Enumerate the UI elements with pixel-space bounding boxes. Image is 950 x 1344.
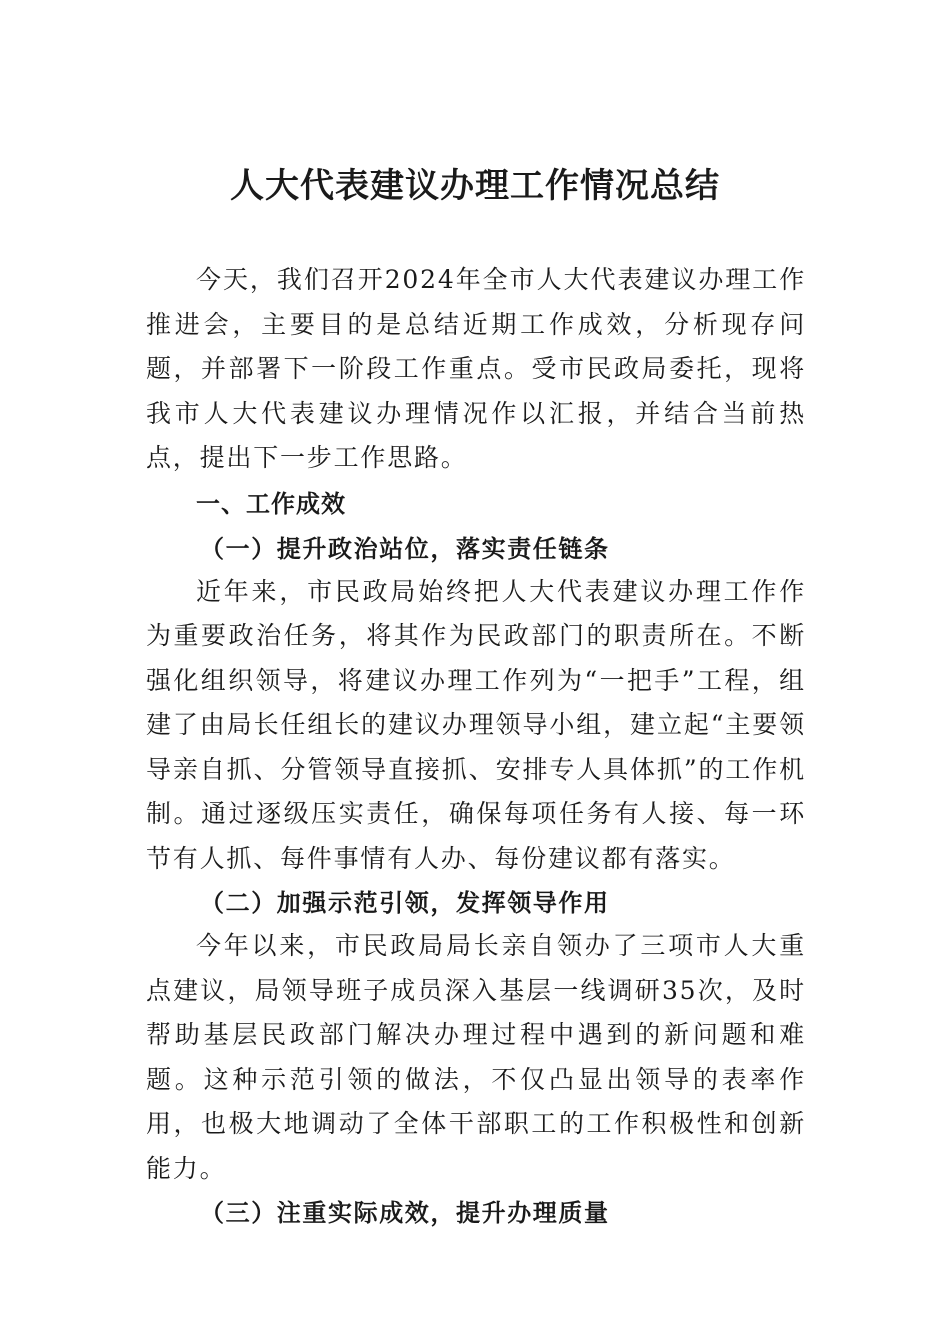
subsection-paragraph-2: 今年以来，市民政局局长亲自领办了三项市人大重点建议，局领导班子成员深入基层一线调研35次，及时帮助基层民政部门解决办理过程中遇到的新问题和难题。这种示范引领的做法，不仅凸显出领导的表率作用，也极大地调动了全体干部职工的工作积极性和创新能力。 <box>146 931 806 1183</box>
document-body <box>146 258 806 1234</box>
subsection-heading-1: （一）提升政治站位，落实责任链条 <box>200 533 610 563</box>
document-title: 人大代表建议办理工作情况总结 <box>230 166 720 206</box>
section-heading-achievements: 一、工作成效 <box>196 489 346 518</box>
subsection-heading-3: （三）注重实际成效，提升办理质量 <box>200 1198 610 1227</box>
subsection-heading-2: （二）加强示范引领，发挥领导作用 <box>200 888 610 917</box>
subsection-paragraph-1: 近年来，市民政局始终把人大代表建议办理工作作为重要政治任务，将其作为民政部门的职责所在。不断强化组织领导，将建议办理工作列为“一把手”工程，组建了由局长任组长的建议办理领导小组，建立起“主要领导亲自抓、分管领导直接抓、安排专人具体抓”的工作机制。通过逐级压实责任，确保每项任务有人接、每一环节有人抓、每件事情有人办、每份建议都有落实。 <box>146 576 806 873</box>
intro-paragraph: 今天，我们召开2024年全市人大代表建议办理工作推进会，主要目的是总结近期工作成效，分析现存问题，并部署下一阶段工作重点。受市民政局委托，现将我市人大代表建议办理情况作以汇报，并结合当前热点，提出下一步工作思路。 <box>146 265 806 472</box>
